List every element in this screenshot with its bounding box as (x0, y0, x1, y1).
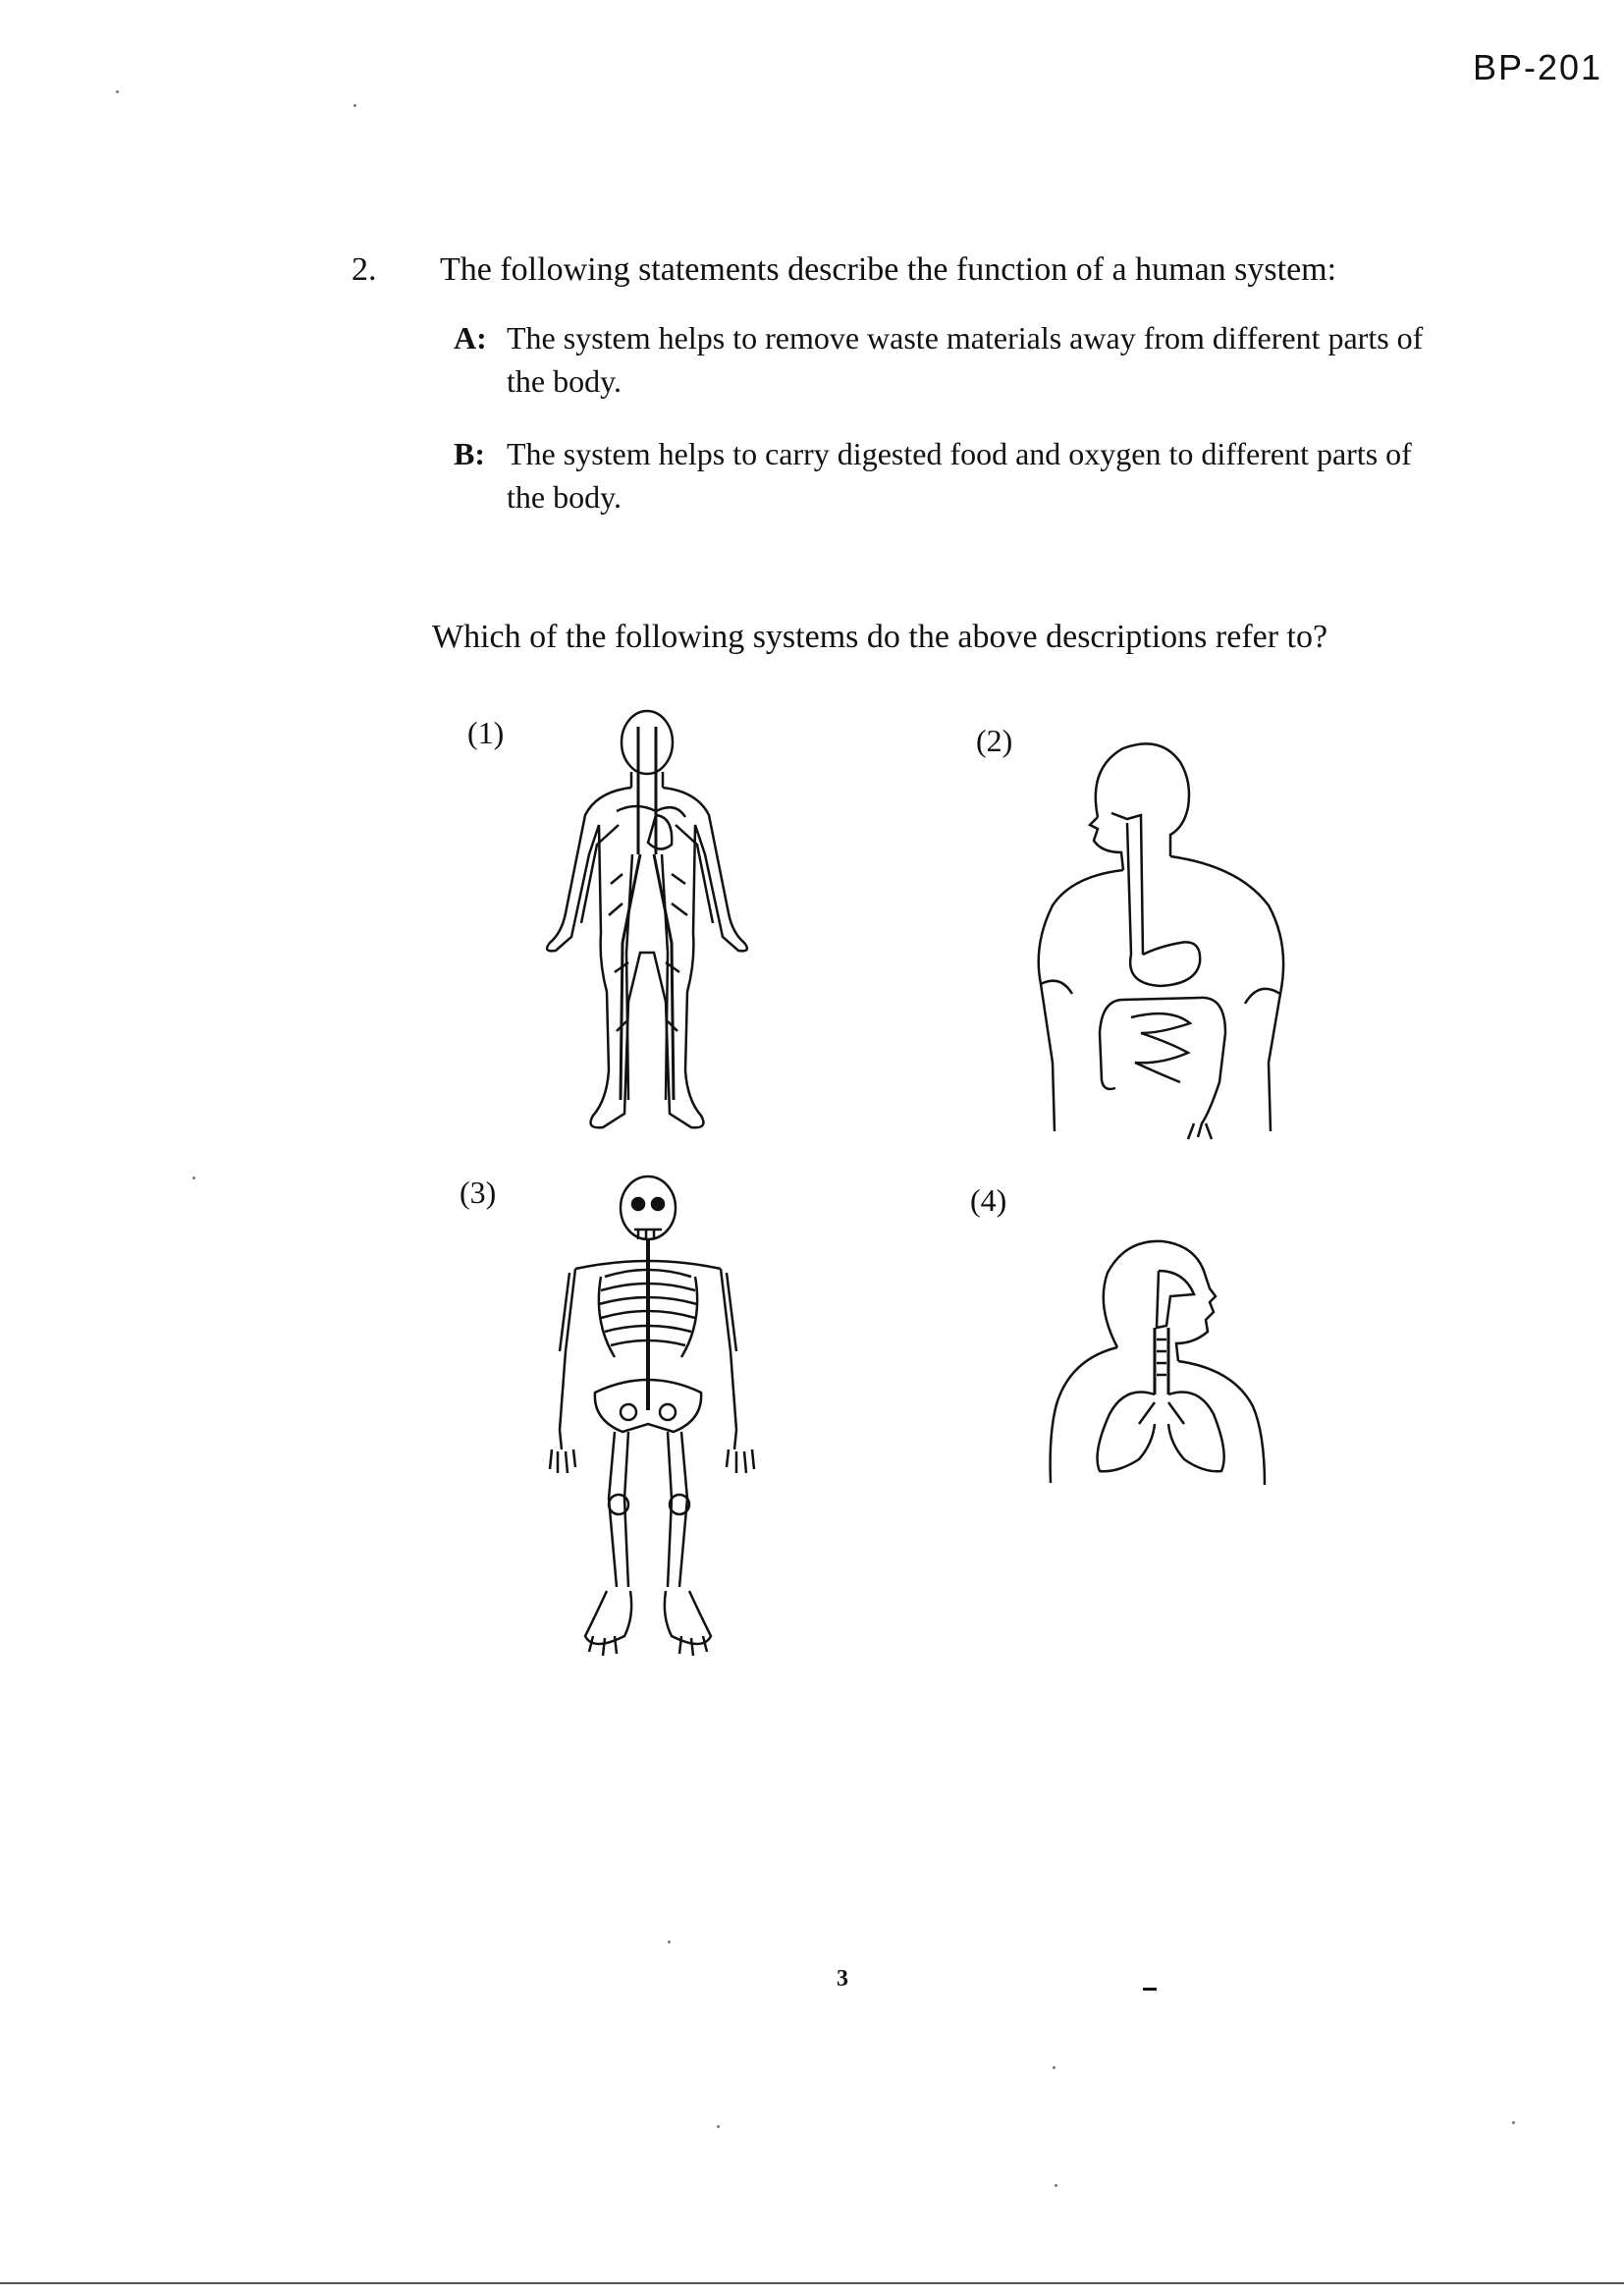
respiratory-system-icon (1047, 1237, 1269, 1493)
statement-a-label: A: (454, 320, 487, 355)
page-number: 3 (837, 1966, 848, 1992)
scan-speck (1055, 2184, 1057, 2187)
paper-code: BP-201 (1473, 47, 1603, 87)
digestive-system-icon (1033, 738, 1290, 1141)
question-number: 2. (352, 251, 377, 288)
statement-b (454, 432, 1455, 519)
scan-speck (1512, 2121, 1515, 2124)
scan-speck (116, 90, 119, 93)
statement-b-text: The system helps to carry digested food and oxygen to different parts of the body. (507, 436, 1412, 515)
option-4-label: (4) (970, 1182, 1007, 1218)
scan-mark (1143, 1988, 1157, 1991)
option-1-label: (1) (467, 715, 505, 750)
option-3-label: (3) (460, 1175, 497, 1210)
statement-a (454, 316, 1455, 403)
page-bottom-rule (0, 2282, 1624, 2284)
statement-a-text: The system helps to remove waste materials away from different parts of the body. (507, 320, 1424, 399)
scan-speck (192, 1176, 195, 1179)
scan-speck (353, 104, 356, 107)
option-2-label: (2) (976, 723, 1013, 758)
question-stem: The following statements describe the function of a human system: (440, 251, 1337, 288)
scan-speck (717, 2125, 720, 2128)
scan-speck (1053, 2066, 1056, 2069)
question-prompt: Which of the following systems do the above descriptions refer to? (432, 619, 1328, 655)
skeletal-system-icon (536, 1175, 760, 1666)
statement-b-label: B: (454, 436, 485, 471)
scan-speck (668, 1941, 671, 1943)
circulatory-system-icon (538, 707, 756, 1139)
